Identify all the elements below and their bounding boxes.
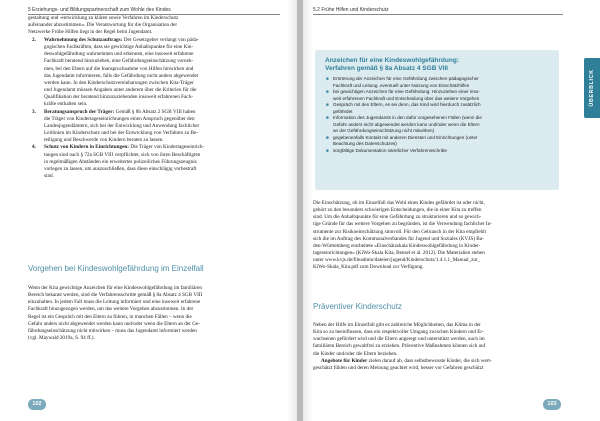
left-section-heading: Vorgehen bei Kindeswohlgefährdung im Einzelfall [28,264,204,273]
text-line: und Jugendamt müssen Angaben unter anderem über die Kriterien für die [44,87,197,94]
right-section-heading: Präventiver Kinderschutz [313,302,402,311]
right-running-head: 5.2 Frühe Hilfen und Kinderschutz [313,7,389,13]
left-intro-text [28,15,280,36]
text-line: in regelmäßigen Abständen ein erweitertes polizeiliches Führungszeugnis [44,158,197,165]
left-paragraph [28,285,280,342]
text-line: geschätzt fühlen und deren Meinung geachtet wird, besser vor Gefahren geschützt [313,364,484,371]
list-item-text: Die Träger von Kindertageseinrich- [129,144,205,151]
text-line: wachsenen gefördert wird und die Eltern angeregt und unterstützt werden, auch im [313,336,485,343]
text-line: fährdungseinschätzung nicht mitwirken – muss das Jugendamt informiert werden [28,327,197,334]
right-paragraph-2 [313,322,563,372]
text-line: das Jugendamt informieren, falls die Gefährdung nicht anders abgewendet [44,72,199,79]
checklist-item: ■ gegebenenfalls Kontakt mit anderen Diensten und Einrichtungen (unter Beachtung des Datenschutzes) [326,134,478,146]
title-line: Anzeichen für eine Kindeswohlgefährdung: [325,57,459,64]
list-item-4 [28,144,280,180]
list-number: 3. [32,108,36,115]
text-line: unter www.kvjs.de/fileadmin/dateien/jugend/Kinderschutz/1.4.1.1_Manual_zur_ [313,257,481,264]
side-tab-label: ÜBERBLICK [589,69,595,107]
text-line: einzuhalten. In jedem Fall muss die Leitung informiert und eine insoweit erfahrene [28,299,201,306]
left-running-head: 5 Erziehungs- und Bildungspartnerschaft zum Wohle des Kindes [28,7,171,13]
text-line: Gefahr anders nicht abgewendet werden kann und/oder wenn die Eltern an der Ge- [28,320,200,327]
list-item-text: Der Gesetzgeber verlangt von päda- [122,37,199,43]
text-line: Kita so zu beeinflussen, dass ein respektvoller Umgang zwischen Kindern und Er- [313,329,484,336]
overview-box [315,50,559,190]
bullet-icon: ■ [326,89,329,94]
left-page [0,0,297,421]
list-item-2 [28,37,280,109]
text-line: Regel ist ein Gespräch mit den Eltern zu führen, in manchen Fällen – wenn die [28,313,192,320]
text-line: strumente zur Risikoeinschätzung sinnvoll. Für den Gebrauch in der Kita empfiehlt [313,228,487,235]
right-paragraph-1 [313,200,563,272]
list-item-title: Wahrnehmung des Schutzauftrags: [44,37,123,43]
text-line: die Träger von Kindertageseinrichtungen einen Anspruch gegenüber den [44,115,195,122]
text-line: Fachkraft hinzugezogen werden, um das weitere Vorgehen abzustimmen. In der [28,306,194,313]
bullet-icon: ■ [326,134,329,140]
text-line: tige Gründe für das weitere Vorgehen zu begründen, ist die Verwendung fachlicher In- [313,221,492,228]
numbered-list [28,37,280,180]
text-line: Leitlinien im Kinderschutz und bei der Entwicklung von Verfahren zu Be- [44,130,199,137]
checklist-item: ■ bei gewichtigen Anzeichen für eine Gefährdung: Hinzuziehen einer inso- weit erfahrenen Fachkraft und Entscheidung über das weitere Vorgehen [326,89,480,101]
text-line: aufeinander abzustimmen«. Die Verantwortung für die Organisation der [28,22,178,29]
checklist [325,76,553,154]
list-item-3 [28,109,280,145]
right-page-number: 103 [543,399,561,410]
text-line: gestaltung und -entwicklung zu klären sowie Verfahren im Kinderschutz [28,15,179,21]
text-line: Fachkraft beratend hinzuziehen, eine Gefährdungseinschätzung vorneh- [44,58,194,65]
text-line: Bereich bekannt werden, sind die Verfahrensschritte gemäß § 8a Absatz 4 SGB VIII [28,292,203,299]
text-line: tageseinrichtungen« (KiWo-Skala Kita, Bensel et al. 2012). Die Materialien stehen [313,250,485,257]
text-line: werden kann. In den Kinderschutzvereinbarungen zwischen Kita-Träger [44,79,194,86]
checklist-item: ■ Erörterung der Anzeichen für eine Gefährdung zwischen pädagogischer Fachkraft und Leitung, eventuell unter Nutzung von Einschätzhilfen [326,76,479,88]
text-line: kräfte enthalten sein. [44,101,88,108]
text-line: men, bei den Eltern auf die Inanspruchnahme von Hilfen hinwirken und [44,65,194,72]
right-page [303,0,600,421]
checklist-item: ■ sorgfältige Dokumentation sämtlicher Verfahrensschritte [326,147,447,153]
paragraph-lead: Angebote für Kinder [321,357,368,364]
text-line: die Kinder und/oder die Eltern beziehen. [313,350,398,357]
right-header-rule [313,14,563,15]
text-line: vorlegen zu lassen, um auszuschließen, dass diese einschlägig vorbestraft [44,165,197,172]
overview-box-title [325,57,459,73]
text-line: (vgl. Maywald 2019a, S. 94 ff.). [28,335,95,342]
bullet-icon: ■ [326,76,329,81]
left-gutter-shade [287,0,297,421]
text-line: gogischen Fachkräften, dass sie gewichtige Anhaltspunkte für eine Kin- [44,44,194,51]
text-line: tungen sind nach § 72a SGB VIII verpflichtet, sich von ihren Beschäftigten [44,151,201,158]
text-line: Die Einschätzung, ob im Einzelfall das Wohl eines Kindes gefährdet ist oder nicht, [313,200,485,206]
list-number: 4. [32,144,36,151]
paragraph-text: zielen darauf ab, dass selbstbewusste Kinder, die sich wert- [367,357,492,364]
checklist-item: ■ Information des Jugendamts in den dafür vorgesehenen Fällen (wenn die Gefahr anders nicht abgewendet werden kann und/oder wenn die Eltern an der Gefährdungseinschätzung nicht mitwirken) [326,115,482,133]
bullet-icon: ■ [326,102,329,107]
text-line: sind. [44,172,54,179]
overview-side-tab [584,58,600,118]
text-line: familiären Bereich gewaltfrei zu erziehen. Präventive Maßnahmen können sich auf [313,343,486,350]
text-line: gehört zu den besonders schwierigen Entscheidungen, die in einer Kita zu treffen [313,207,482,214]
text-line: sich die im Auftrag des Kommunalverbandes für Jugend und Soziales (KVJS) Ba- [313,235,484,242]
text-line: Neben der Hilfe im Einzelfall gibt es zahlreiche Möglichkeiten, das Klima in der [313,322,481,328]
text-line: Qualifikation der beratend hinzuzuziehenden insoweit erfahrenen Fach- [44,94,193,101]
bullet-icon: ■ [326,115,329,120]
text-line: sind. Um die Anhaltspunkte für eine Gefährdung zu strukturieren und so gewich- [313,214,482,221]
list-item-title: Schutz von Kindern in Einrichtungen: [44,144,130,151]
text-line: teiligung und Beschwerde von Kindern beraten zu lassen. [44,137,164,144]
text-line: Netzwerke Frühe Hilfen liegt in der Regel beim Jugendamt. [28,29,153,36]
text-line: deswohlgefährdung wahrnehmen und erkennen, eine insoweit erfahrene [44,51,194,58]
text-line: Landesjugendämtern, sich bei der Entwicklung und Anwendung fachlicher [44,122,200,129]
text-line: KiWo-Skala_Kita.pdf zum Download zur Verfügung. [313,264,424,271]
text-line: Wenn der Kita gewichtige Anzeichen für eine Kindeswohlgefährdung im familiären [28,285,203,291]
list-number: 2. [32,37,36,43]
list-item-title: Beratungsanspruch der Träger: [44,108,115,115]
bullet-icon: ■ [326,147,329,153]
list-item-text: Gemäß § 8b Absatz 2 SGB VIII haben [114,108,196,115]
text-line: den-Württemberg erarbeitete »Einschätzskala Kindeswohlgefährdung in Kinder- [313,242,481,249]
right-gutter-shade [303,0,313,421]
left-page-number: 102 [28,399,46,410]
title-line: Verfahren gemäß § 8a Absatz 4 SGB VIII [325,65,448,72]
checklist-item: ■ Gespräch mit den Eltern, es sei denn, das Kind wird hierdurch zusätzlich gefährdet [326,102,481,114]
